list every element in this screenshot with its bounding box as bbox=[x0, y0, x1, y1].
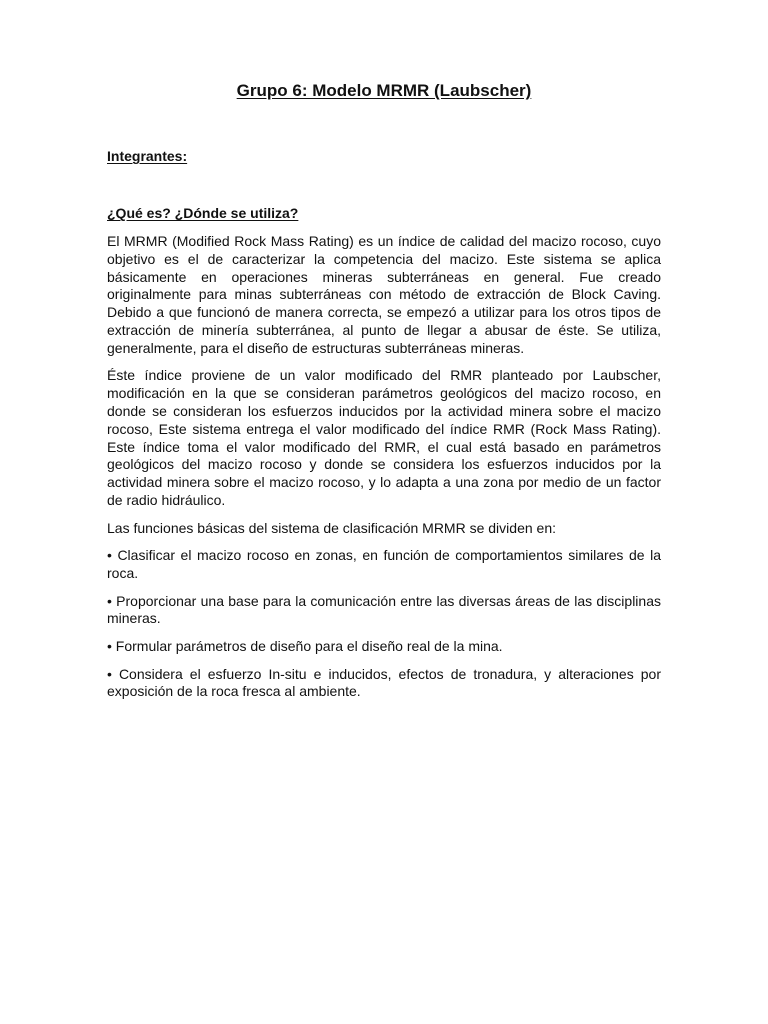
heading-que-es: ¿Qué es? ¿Dónde se utiliza? bbox=[107, 205, 299, 221]
bullet-item: • Clasificar el macizo rocoso en zonas, en función de comportamientos similares de la roca. bbox=[107, 547, 661, 581]
bullet-item: • Formular parámetros de diseño para el diseño real de la mina. bbox=[107, 637, 503, 654]
paragraph-functions-intro: Las funciones básicas del sistema de clasificación MRMR se dividen en: bbox=[107, 519, 556, 536]
paragraph-origin: Éste índice proviene de un valor modificado del RMR planteado por Laubscher, modificación en la que se consideran parámetros geológicos del macizo rocoso, en donde se consideran los esfuerzos inducidos por la actividad minera sobre el macizo rocoso, Este sistema entrega el valor modificado del índice RMR (Rock Mass Rating). Este índice toma el valor modificado del RMR, el cual está basado en parámetros geológicos del macizo rocoso y donde se considera los esfuerzos inducidos por la actividad minera sobre el macizo rocoso, y lo adapta a una zona por medio de un factor de radio hidráulico. bbox=[107, 367, 661, 508]
heading-integrantes: Integrantes: bbox=[107, 148, 188, 164]
body-text bbox=[107, 233, 661, 711]
document-title: Grupo 6: Modelo MRMR (Laubscher) bbox=[236, 81, 532, 100]
bullet-item: • Proporcionar una base para la comunicación entre las diversas áreas de las disciplinas mineras. bbox=[107, 592, 661, 627]
paragraph-definition: El MRMR (Modified Rock Mass Rating) es un índice de calidad del macizo rocoso, cuyo objetivo es el de caracterizar la competencia del macizo. Este sistema se aplica básicamente en operaciones mineras subterráneas en general. Fue creado originalmente para minas subterráneas con método de extracción de Block Caving. Debido a que funcionó de manera correcta, se empezó a utilizar para los otros tipos de extracción de minería subterránea, al punto de llegar a abusar de éste. Se utiliza, generalmente, para el diseño de estructuras subterráneas mineras. bbox=[107, 233, 661, 356]
bullet-item: • Considera el esfuerzo In-situ e inducidos, efectos de tronadura, y alteraciones por exposición de la roca fresca al ambiente. bbox=[107, 665, 661, 700]
